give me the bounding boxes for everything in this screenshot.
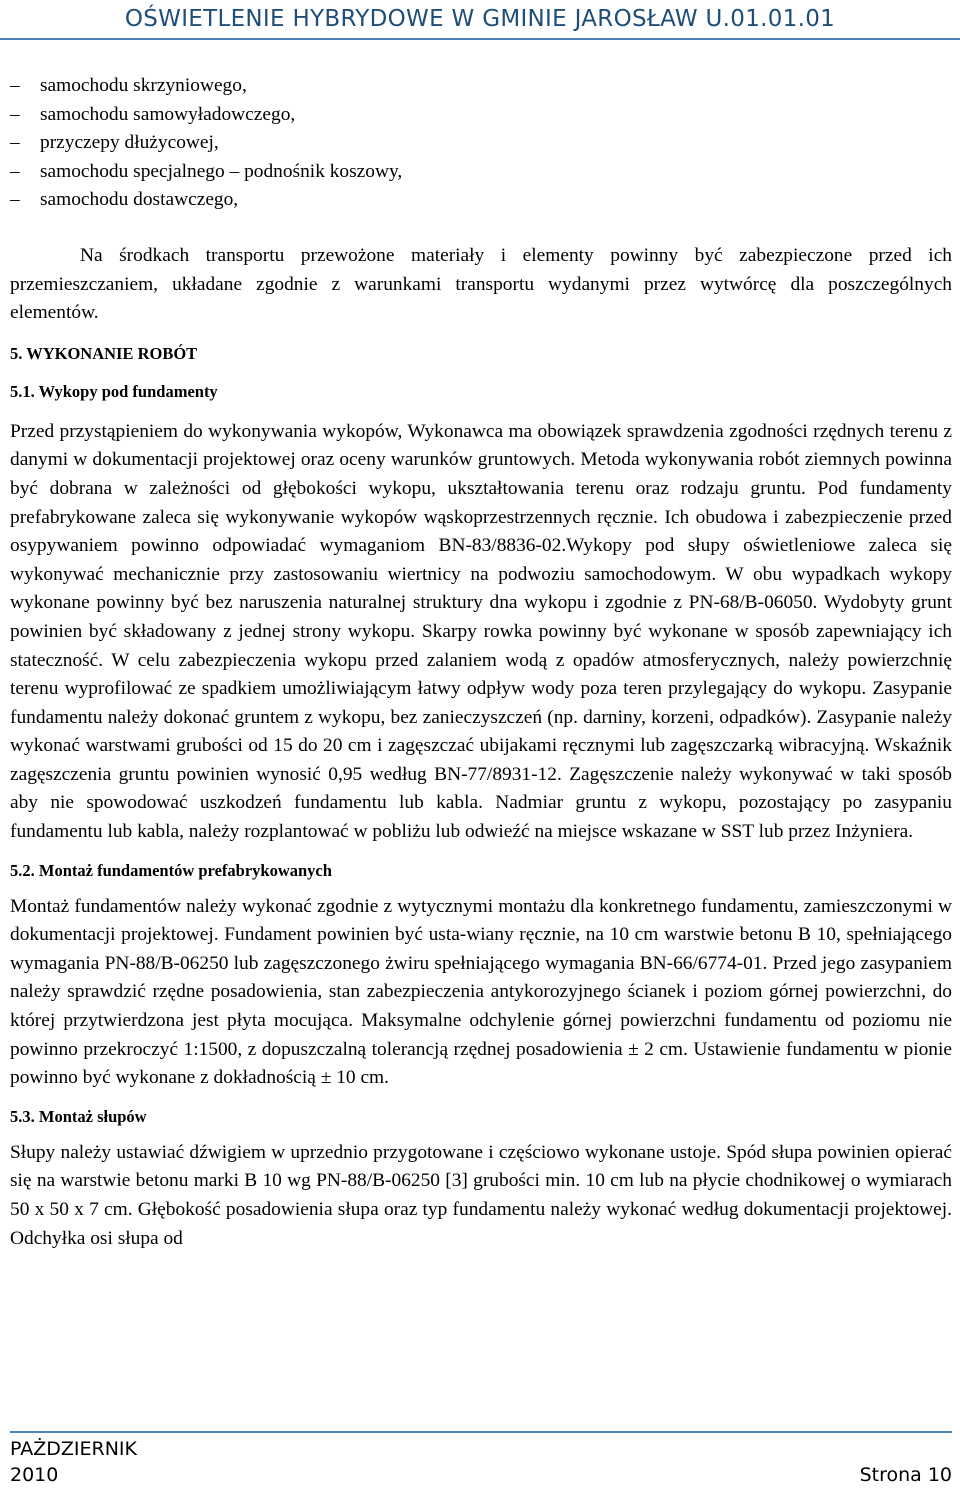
footer-year: 2010 [10, 1464, 59, 1486]
list-item: – samochodu dostawczego, [10, 189, 239, 211]
vehicle-list [10, 72, 952, 215]
section-5-3-body: Słupy należy ustawiać dźwigiem w uprzednio przygotowane i częściowo wykonane ustoje. Spód słupa powinien opierać się na warstwie betonu marki B 10 wg PN-88/B-06250 [3] grubości min. 10 cm lub na płycie chodnikowej o wymiarach 50 x 50 x 7 cm. Głębokość posadowienia słupa oraz typ fundamentu należy wykonać według dokumentacji projektowej. Odchyłka osi słupa od [10, 1141, 952, 1249]
section-5-2-heading: 5.2. Montaż fundamentów prefabrykowanych [10, 860, 332, 880]
transport-paragraph: Na środkach transportu przewożone materiały i elementy powinny być zabezpieczone przed ich przemieszczaniem, układane zgodnie z warunkami transportu wydanymi przez wytwórcę dla poszczególnych elementów. [10, 244, 952, 324]
section-5-2-body: Montaż fundamentów należy wykonać zgodnie z wytycznymi montażu dla konkretnego fundamentu, zamieszczonymi w dokumentacji projektowej. Fundament powinien być usta-wiany ręcznie, na 10 cm warstwie betonu B 10, spełniającego wymagania PN-88/B-06250 lub zagęszczonego żwiru spełniającego wymagania BN-66/6774-01. Przed jego zasypaniem należy sprawdzić rzędne posadowienia, stan zabezpieczenia antykorozyjnego ścianek i poziom górnej powierzchni, do której przytwierdzona jest płyta mocująca. Maksymalne odchylenie górnej powierzchni fundamentu od poziomu nie powinno przekroczyć 1:1500, z dopuszczalną tolerancją rzędnej posadowienia ± 2 cm. Ustawienie fundamentu w pionie powinno być wykonane z dokładnością ± 10 cm. [10, 895, 952, 1089]
page-header [0, 0, 960, 40]
list-item: – samochodu specjalnego – podnośnik koszowy, [10, 160, 403, 182]
section-5-1-body: Przed przystąpieniem do wykonywania wykopów, Wykonawca ma obowiązek sprawdzenia zgodności rzędnych terenu z danymi w dokumentacji projektowej oraz oceny warunków gruntowych. Metoda wykonywania robót ziemnych powinna być dobrana w zależności od głębokości wykopu, ukształtowania terenu oraz rodzaju gruntu. Pod fundamenty prefabrykowane zaleca się wykonywanie wykopów wąskoprzestrzennych ręcznie. Ich obudowa i zabezpieczenie przed osypywaniem powinno odpowiadać wymaganiom BN-83/8836-02.Wykopy pod słupy oświetleniowe zaleca się wykonywać mechanicznie przy zastosowaniu wiertnicy na podwoziu samochodowym. W obu wypadkach wykopy wykonane powinny być bez naruszenia naturalnej struktury dna wykopu i zgodnie z PN-68/B-06050. Wydobyty grunt powinien być składowany z jednej strony wykopu. Skarpy rowka powinny być wykonane w sposób zapewniający ich stateczność. W celu zabezpieczenia wykopu przed zalaniem wodą z opadów atmosferycznych, należy powierzchnię terenu wyprofilować ze spadkiem umożliwiającym łatwy odpływ wody poza teren przylegający do wykopu. Zasypanie fundamentu należy dokonać gruntem z wykopu, bez zanieczyszczeń (np. darniny, korzeni, odpadków). Zasypanie należy wykonać warstwami grubości od 15 do 20 cm i zagęszczać ubijakami ręcznymi lub zagęszczarką wibracyjną. Wskaźnik zagęszczenia gruntu powinien wynosić 0,95 według BN-77/8931-12. Zagęszczenie należy wykonywać w taki sposób aby nie spowodować uszkodzeń fundamentu lub kabla. Nadmiar gruntu z wykopu, pozostający po zasypaniu fundamentu lub kabla, należy rozplantować w pobliżu lub odwieźć na miejsce wskazane w SST lub przez Inżyniera. [10, 420, 952, 843]
list-item: – przyczepy dłużycowej, [10, 132, 219, 154]
list-item: – samochodu samowyładowczego, [10, 103, 296, 125]
header-title: OŚWIETLENIE HYBRYDOWE W GMINIE JAROSŁAW U.01.01.01 [124, 6, 836, 32]
section-5-1-heading: 5.1. Wykopy pod fundamenty [10, 381, 218, 401]
footer-month: PAŻDZIERNIK [10, 1438, 137, 1460]
page-number: Strona 10 [859, 1464, 952, 1486]
section-5-heading: 5. WYKONANIE ROBÓT [10, 343, 198, 363]
list-item: – samochodu skrzyniowego, [10, 75, 247, 96]
section-5-3-heading: 5.3. Montaż słupów [10, 1106, 147, 1126]
page-footer [10, 1431, 952, 1489]
document-body [10, 72, 952, 1253]
